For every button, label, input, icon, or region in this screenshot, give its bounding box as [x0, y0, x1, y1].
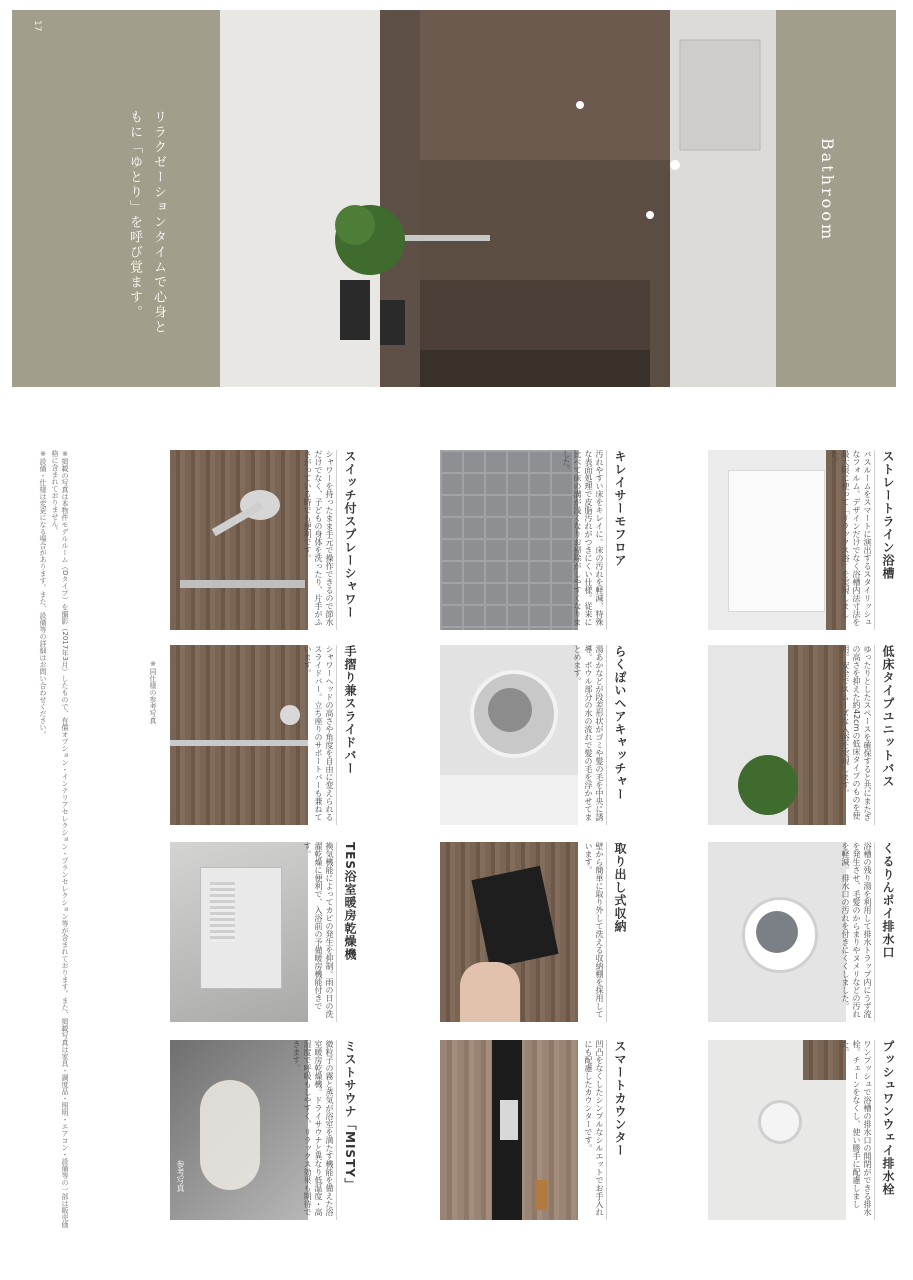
kururin-drain-photo: [708, 842, 846, 1022]
divider: [606, 842, 607, 1022]
page-number: 17: [32, 20, 42, 32]
switch-shower-photo: [170, 450, 308, 630]
feature-thermo-floor: [440, 450, 645, 630]
photo-note-badge: 参考写真: [176, 1160, 185, 1192]
smart-counter-photo: [440, 1040, 578, 1220]
tes-dryer-photo: [170, 842, 308, 1022]
tes-dryer-title: TES浴室暖房乾燥機: [343, 842, 357, 962]
divider: [874, 842, 875, 1022]
divider: [606, 1040, 607, 1220]
slide-bar-title: 手摺り兼スライドバー: [343, 645, 357, 775]
low-floor-photo: [708, 645, 846, 825]
thermo-floor-desc: 汚れやすい床をキレイに。床の汚れを軽減、特殊な表面処理で皮脂汚れがつきにくい仕様。従来に比べて床の溝が浅くなりお掃除がしやすくなりました。: [562, 450, 604, 626]
bathroom-hero-illustration: [220, 10, 776, 387]
divider: [606, 450, 607, 630]
feature-straight-tub: [708, 450, 913, 630]
thermo-floor-photo: [440, 450, 578, 630]
feature-slide-bar: [170, 645, 375, 825]
divider: [606, 645, 607, 825]
hero-tagline: リラクゼーションタイムで心身ともに「ゆとり」を呼び覚ます。: [127, 110, 166, 335]
footnote-photo-ref: ※同仕様の参考写真: [149, 660, 157, 724]
slide-bar-photo: [170, 645, 308, 825]
bathroom-hero-photo: [220, 10, 776, 387]
divider: [874, 450, 875, 630]
smart-counter-desc: 凹凸をなくしたシンプルなシルエットでお手入れにも配慮したカウンターです。: [584, 1040, 604, 1216]
mist-sauna-desc: 微粒子の霧と蒸気が浴室を満たす機能を備えた浴室暖房乾燥機。ドライサウナと異なり低温度・高湿度で呼吸もしやすく、リラックス効果も期待できます。: [292, 1040, 334, 1216]
divider: [336, 1040, 337, 1220]
kururin-drain-desc: 浴槽の残り湯を利用して排水トラップ内にうず流を発生させ、毛髪のからまりやヌメリなどの汚れを軽減。排水口の汚れを付きにくくしました。: [841, 842, 872, 1018]
footnote-main: ※掲載の写真は本物件モデルルーム（Dタイプ）を撮影（2017年3月）したもので、有償オプション・インテリアセレクション・プランセレクション等が含まれております。また、掲載写真は家具・調度品・照明・エアコン・設備等の一部は販売価格に含まれておりません。: [51, 450, 69, 1228]
smart-counter-title: スマートカウンター: [613, 1040, 627, 1157]
low-floor-desc: ゆったりとしたスペースを確保すると共にまたぎの高さを抑えた約42cmの低床タイプのものを使用。安全でスムーズな入浴を実現します。: [841, 645, 872, 821]
feature-low-floor-unit-bath: [708, 645, 913, 825]
straight-tub-desc: バスルームをスマートに演出するスタイリッシュなフォルム。デザインだけでなく浴槽内法寸法を最大限に使って「リラックス浴」を実現しました。: [830, 450, 872, 626]
switch-shower-desc: シャワーを持ったまま手元で操作できるので節水だけでなく、子どもの身体を洗ったり、片手がふさがっている時でも便利です。: [303, 450, 334, 626]
feature-tes-dryer: [170, 842, 375, 1022]
feature-push-drain-plug: [708, 1040, 913, 1220]
low-floor-title: 低床タイプユニットバス: [881, 645, 895, 788]
removable-storage-photo: [440, 842, 578, 1022]
kururin-drain-title: くるりんポイ排水口: [881, 842, 895, 959]
removable-storage-title: 取り出し式収納: [613, 842, 627, 933]
feature-switch-shower: [170, 450, 375, 630]
hair-catcher-photo: [440, 645, 578, 825]
divider: [874, 645, 875, 825]
divider: [336, 450, 337, 630]
push-drain-desc: ワンプッシュで浴槽の排水口の開閉ができる排水栓。チェーンをなくし、使い勝手に配慮しました。: [841, 1040, 872, 1216]
footnote-sub: ※設備・仕様は変更になる場合があります。また、設備等の詳細はお問い合わせください。: [39, 450, 47, 738]
thermo-floor-title: キレイサーモフロア: [613, 450, 627, 567]
switch-shower-title: スイッチ付スプレーシャワー: [343, 450, 357, 619]
hair-catcher-title: らくぽいヘアキャッチャー: [613, 645, 627, 801]
feature-hair-catcher: [440, 645, 645, 825]
hair-catcher-desc: 湯あかなどが段差形状がゴミや髪の毛を中央に誘導。ボウル部分の水の流れで髪の毛を浮かせてまとめます。: [573, 645, 604, 821]
divider: [336, 645, 337, 825]
slide-bar-desc: シャワーヘッドの高さや角度を自由に変えられるスライドバー。立ち座りのサポートバーも兼ねています。: [303, 645, 334, 821]
push-drain-title: プッシュワンウェイ排水栓: [881, 1040, 895, 1196]
mist-sauna-photo: [170, 1040, 308, 1220]
divider: [336, 842, 337, 1022]
push-drain-photo: [708, 1040, 846, 1220]
straight-tub-photo: [708, 450, 846, 630]
feature-removable-storage: [440, 842, 645, 1022]
feature-smart-counter: [440, 1040, 645, 1220]
mist-sauna-title: ミストサウナ「MISTY」: [343, 1040, 357, 1191]
removable-storage-desc: 壁から簡単に取り外して洗える収納棚を採用しています。: [584, 842, 604, 1018]
straight-tub-title: ストレートライン浴槽: [881, 450, 895, 580]
feature-kururin-drain: [708, 842, 913, 1022]
divider: [874, 1040, 875, 1220]
tes-dryer-desc: 換気機能によってカビの発生を抑制。雨の日の洗濯乾燥に便利で、入浴前の予備暖房機能付きです。: [303, 842, 334, 1018]
section-title: Bathroom: [818, 138, 837, 243]
feature-mist-sauna: [170, 1040, 375, 1220]
